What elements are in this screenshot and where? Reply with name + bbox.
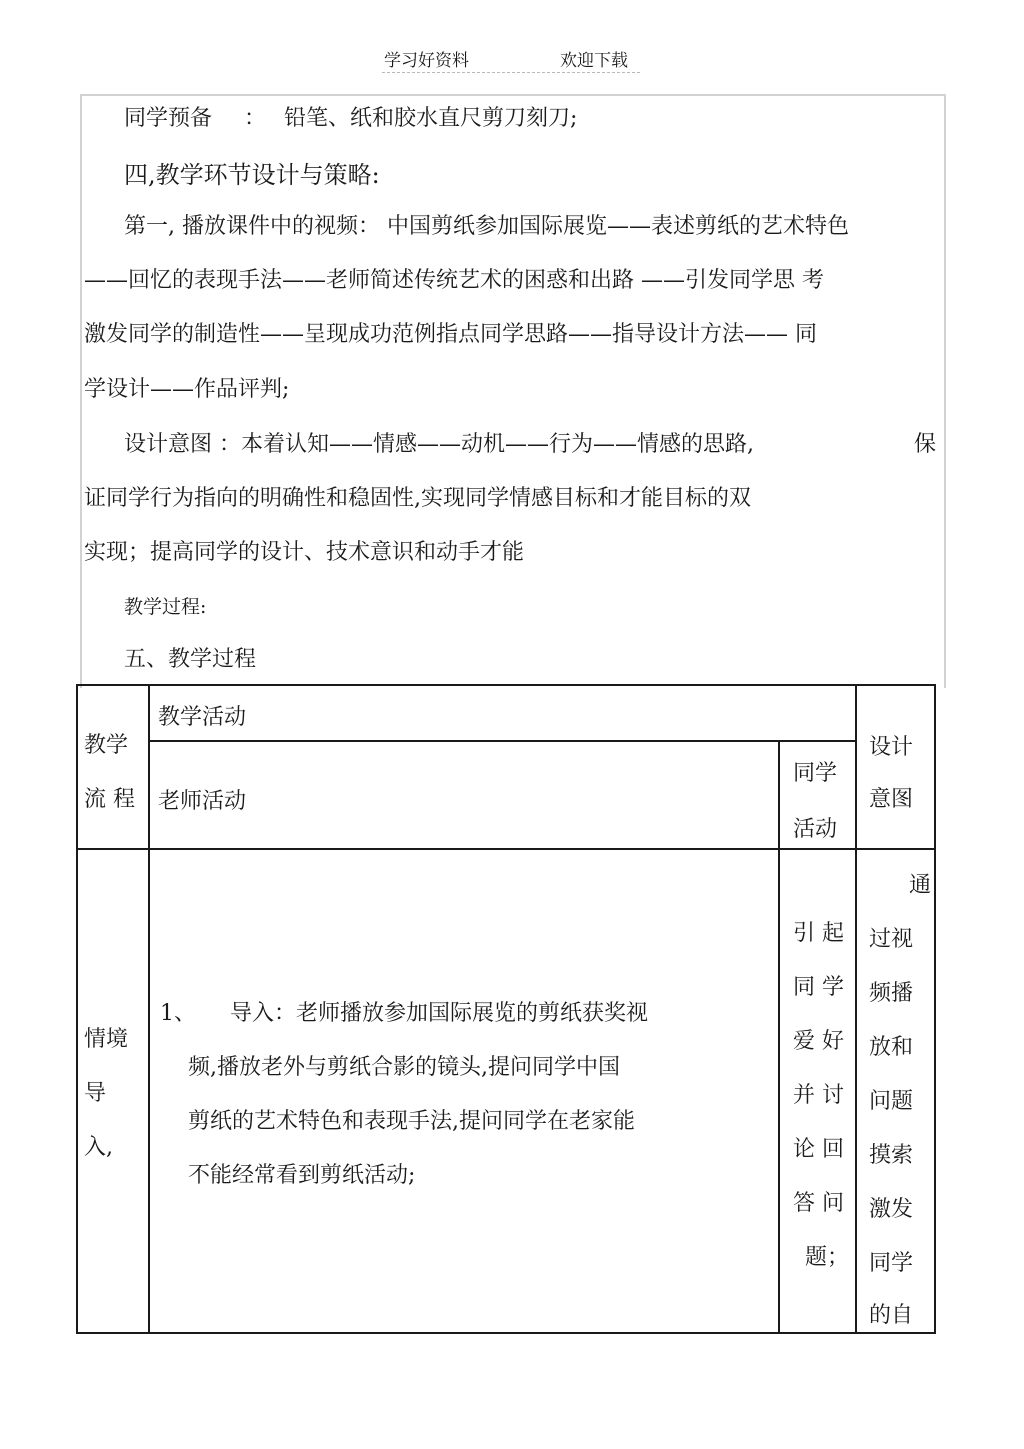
prep-colon: ：	[244, 106, 267, 131]
header-cell-activity	[149, 685, 856, 741]
student-label-line2: 活动	[793, 817, 838, 842]
header-left-text: 学习好资料	[384, 51, 469, 71]
flow-line: 入,	[84, 1135, 113, 1160]
design-intent-line-end: 保	[914, 432, 937, 457]
design-intent-line: 实现；提高同学的设计、技术意识和动手才能	[84, 540, 525, 565]
design-text-line: 过视	[869, 927, 914, 952]
header-cell-design	[856, 685, 935, 849]
teacher-label: 老师活动	[158, 789, 247, 814]
flow-line: 情境	[84, 1027, 129, 1052]
section-five-heading: 五、教学过程	[124, 647, 257, 672]
student-text-line: 并 讨	[793, 1083, 844, 1108]
design-text-line: 放和	[869, 1035, 914, 1060]
header-cell-student	[779, 741, 856, 849]
page-header	[0, 46, 1024, 76]
teacher-text-line: 剪纸的艺术特色和表现手法,提问同学在老家能	[188, 1109, 635, 1134]
design-intent-line: 设计意图 ：本着认知——情感——动机——行为——情感的思路,	[124, 432, 754, 457]
student-text-line: 题；	[805, 1245, 850, 1270]
student-text-line: 引 起	[793, 921, 844, 946]
teacher-activity-cell	[149, 849, 779, 1333]
student-activity-cell	[779, 849, 856, 1333]
header-divider	[382, 72, 640, 73]
design-text-line: 同学	[869, 1251, 914, 1276]
student-text-line: 答 问	[793, 1191, 844, 1216]
header-cell-teacher	[149, 741, 779, 849]
design-text-line: 的自	[869, 1303, 914, 1328]
flow-label-line1: 教学	[84, 733, 129, 758]
teacher-text-line: 导入：老师播放参加国际展览的剪纸获奖视	[230, 1001, 649, 1026]
student-text-line: 同 学	[793, 975, 844, 1000]
design-text-first: 通	[909, 873, 932, 898]
design-text-line: 激发	[869, 1197, 914, 1222]
teacher-text-line: 不能经常看到剪纸活动;	[188, 1163, 416, 1188]
flow-cell-intro	[77, 849, 149, 1333]
prep-label: 同学预备	[124, 106, 213, 131]
teaching-process-table	[76, 684, 936, 1334]
teacher-item-number: 1、	[160, 1001, 196, 1026]
design-text-line: 摸索	[869, 1143, 914, 1168]
student-text-line: 爱 好	[793, 1029, 844, 1054]
design-label-line2: 意图	[869, 787, 914, 812]
student-text-line: 论 回	[793, 1137, 844, 1162]
design-intent-line: 证同学行为指向的明确性和稳固性,实现同学情感目标和才能目标的双	[84, 486, 751, 511]
paragraph-line: ——回忆的表现手法——老师简述传统艺术的困惑和出路 ——引发同学思 考	[84, 268, 824, 293]
design-text-line: 频播	[869, 981, 914, 1006]
flow-line: 导	[84, 1081, 107, 1106]
design-intent-cell	[856, 849, 935, 1333]
paragraph-line: 激发同学的制造性——呈现成功范例指点同学思路——指导设计方法—— 同	[84, 322, 817, 347]
teacher-text-line: 频,播放老外与剪纸合影的镜头,提问同学中国	[188, 1055, 620, 1080]
design-label-line1: 设计	[869, 735, 914, 760]
header-right-text: 欢迎下载	[560, 51, 628, 71]
flow-label-line2: 流 程	[84, 787, 135, 812]
student-label-line1: 同学	[793, 761, 838, 786]
paragraph-line: 学设计——作品评判;	[84, 377, 290, 402]
prep-items: 铅笔、纸和胶水直尺剪刀刻刀;	[284, 106, 578, 131]
process-label: 教学过程:	[124, 596, 207, 618]
section-four-heading: 四,教学环节设计与策略:	[124, 161, 380, 189]
paragraph-line: 第一, 播放课件中的视频： 中国剪纸参加国际展览——表述剪纸的艺术特色	[124, 214, 849, 239]
design-text-line: 问题	[869, 1089, 914, 1114]
activity-label: 教学活动	[158, 705, 247, 730]
header-cell-flow	[77, 685, 149, 849]
